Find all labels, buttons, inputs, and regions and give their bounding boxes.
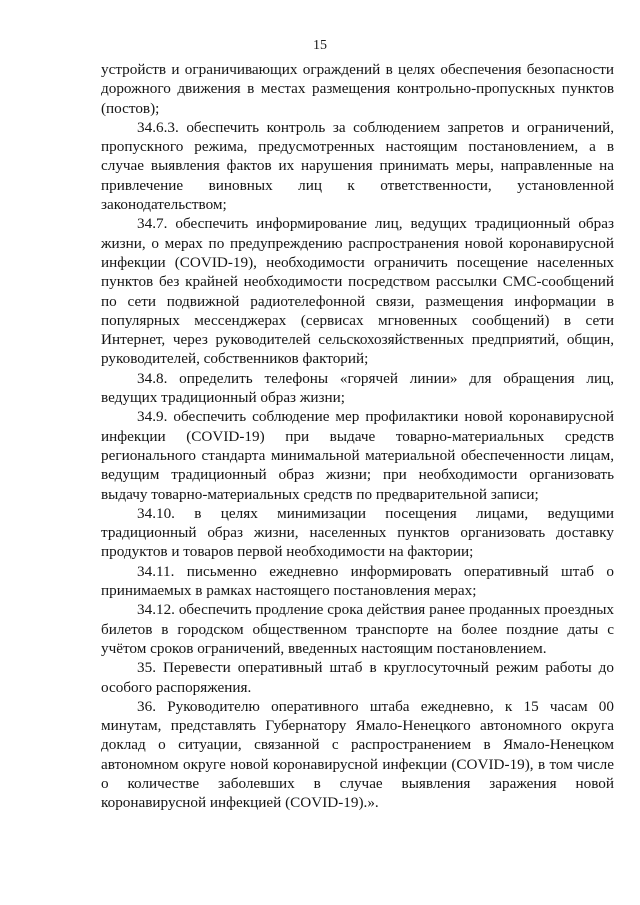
- paragraph-continuation: устройств и ограничивающих ограждений в целях обеспечения безопасности дорожного движения в местах размещения контрольно-пропускных пунктов (постов);: [101, 61, 614, 117]
- paragraph-34-11: 34.11. письменно ежедневно информировать оперативный штаб о принимаемых в рамках настоящего постановления мерах;: [101, 562, 614, 600]
- paragraph-34-8: 34.8. определить телефоны «горячей линии» для обращения лиц, ведущих традиционный образ жизни;: [101, 369, 614, 407]
- paragraph-34-10: 34.10. в целях минимизации посещения лицами, ведущими традиционный образ жизни, населенных пунктов организовать доставку продуктов и товаров первой необходимости на фактории;: [101, 504, 614, 561]
- paragraph-35: 35. Перевести оперативный штаб в круглосуточный режим работы до особого распоряжения.: [101, 659, 614, 696]
- paragraph-36: 36. Руководителю оперативного штаба ежедневно, к 15 часам 00 минутам, представлять Губернатору Ямало-Ненецкого автономного округа доклад о ситуации, связанной с распространением в Ямало-Ненецком автономном округе новой коронавирусной инфекции (COVID-19), в том числе о количестве заболевших в случае выявления заражения новой коронавирусной инфекцией (COVID-19).».: [101, 697, 614, 812]
- paragraph-34-6-3: 34.6.3. обеспечить контроль за соблюдением запретов и ограничений, пропускного режима, предусмотренных настоящим постановлением, а в случае выявления фактов их нарушения принимать меры, направленные на привлечение виновных лиц к ответственности, установленной законодательством;: [101, 118, 614, 214]
- paragraph-34-9: 34.9. обеспечить соблюдение мер профилактики новой коронавирусной инфекции (COVID-19) при выдаче товарно-материальных средств регионального стандарта минимальной материальной обеспеченности лицам, ведущим традиционный образ жизни; при необходимости организовать выдачу товарно-материальных средств по предварительной записи;: [101, 408, 614, 503]
- page-number: 15: [313, 38, 327, 53]
- document-body: [101, 60, 614, 813]
- paragraph-34-12: 34.12. обеспечить продление срока действия ранее проданных проездных билетов в городском общественном транспорте на более поздние даты с учётом сроков ограничений, введенных настоящим постановлением.: [101, 601, 614, 657]
- paragraph-34-7: 34.7. обеспечить информирование лиц, ведущих традиционный образ жизни, о мерах по предупреждению распространения новой коронавирусной инфекции (COVID-19), необходимости ограничить посещение населенных пунктов без крайней необходимости посредством рассылки СМС-сообщений по сети подвижной радиотелефонной связи, размещения информации в популярных мессенджерах (сервисах мгновенных сообщений) в сети Интернет, через руководителей сельскохозяйственных предприятий, общин, руководителей, собственников факторий;: [101, 215, 614, 368]
